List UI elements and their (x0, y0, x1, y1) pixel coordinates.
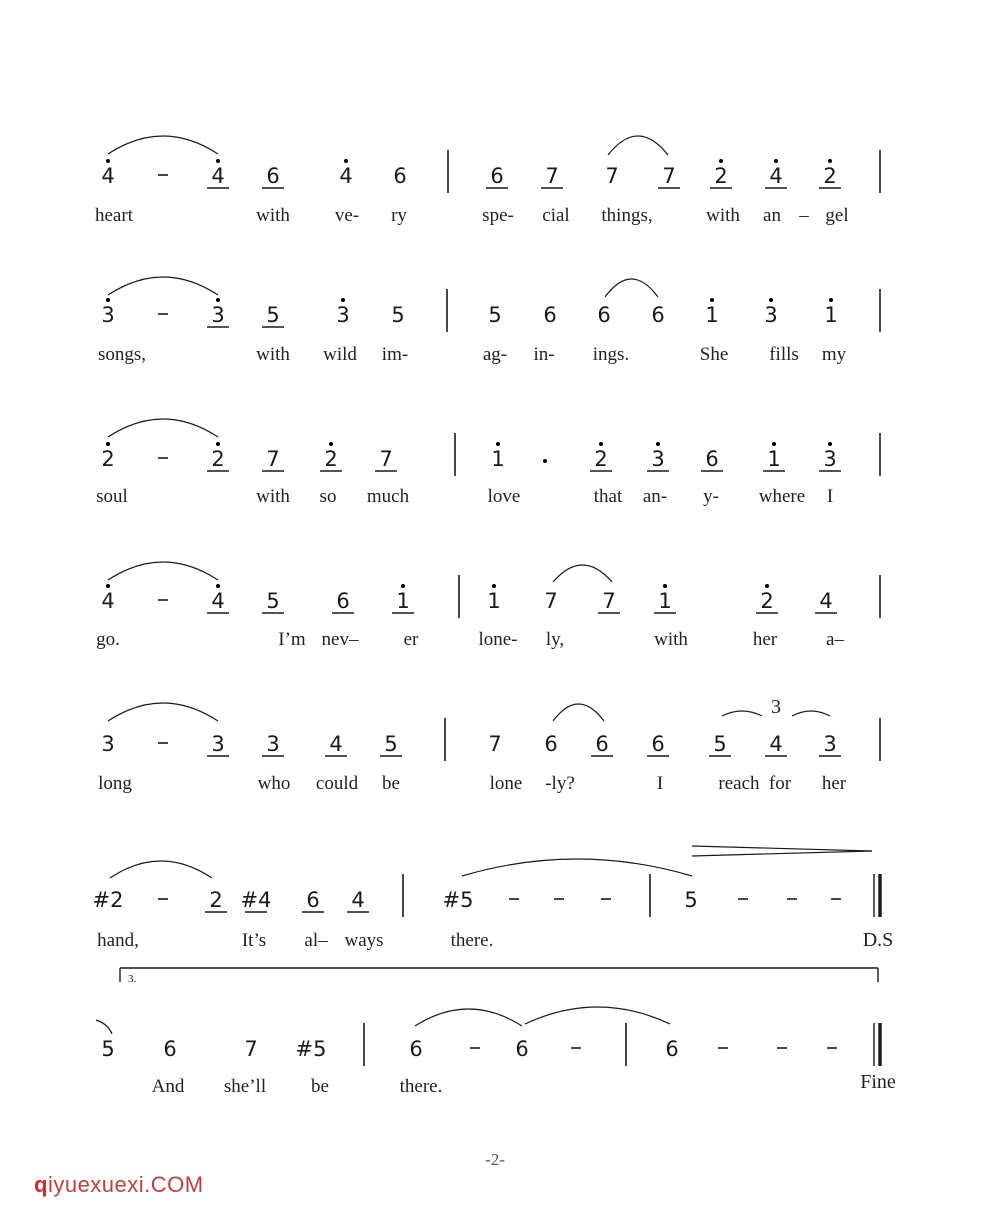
lyric-word: ry (391, 205, 407, 226)
note-digit: 4 (769, 732, 783, 756)
lyric-word: love (487, 486, 521, 507)
note-digit: 5 (266, 303, 280, 327)
note-digit: 3 (211, 303, 225, 327)
lyric-word: y- (703, 486, 719, 507)
note-digit: 3 (336, 303, 350, 327)
triplet-bracket-right (792, 711, 830, 716)
lyric-word: with (256, 486, 290, 507)
octave-dot (106, 584, 110, 588)
note-digit: 3 (823, 447, 837, 471)
note-digit: 4 (819, 589, 833, 613)
note-digit: 3 (823, 732, 837, 756)
note-digit: 6 (543, 303, 557, 327)
note-digit: 6 (409, 1037, 423, 1061)
note-digit: #2 (92, 888, 124, 912)
octave-dot (329, 442, 333, 446)
note-digit: 5 (101, 1037, 115, 1061)
octave-dot (656, 442, 660, 446)
octave-dot (599, 442, 603, 446)
note-digit: 1 (487, 589, 501, 613)
end-mark: D.S (862, 929, 894, 951)
lyric-word: lone- (478, 629, 518, 650)
lyric-word: songs, (97, 344, 147, 365)
lyric-word: be (382, 773, 400, 794)
note-digit: #4 (240, 888, 272, 912)
note-digit: 5 (684, 888, 698, 912)
note-digit: 7 (662, 164, 676, 188)
octave-dot (216, 584, 220, 588)
note-digit: 7 (379, 447, 393, 471)
note-digit: 6 (651, 303, 665, 327)
slur (462, 859, 692, 876)
note-digit: 2 (211, 447, 225, 471)
note-digit: 5 (713, 732, 727, 756)
note-digit: 2 (101, 447, 115, 471)
octave-dot (106, 159, 110, 163)
lyric-word: soul (96, 486, 128, 507)
note-digit: 1 (705, 303, 719, 327)
lyric-word: with (654, 629, 688, 650)
lyric-word: with (256, 205, 290, 226)
lyric-word: er (403, 629, 419, 650)
note-digit: 3 (101, 732, 115, 756)
note-digit: 6 (490, 164, 504, 188)
lyric-word: her (752, 629, 778, 650)
note-digit: 6 (266, 164, 280, 188)
lyric-word: I (826, 486, 834, 507)
octave-dot (774, 159, 778, 163)
octave-dot (216, 159, 220, 163)
lyric-word: who (257, 773, 291, 794)
note-digit: 2 (714, 164, 728, 188)
lyric-word: where (758, 486, 806, 507)
note-digit: 6 (651, 732, 665, 756)
note-digit: 5 (391, 303, 405, 327)
note-digit: 1 (824, 303, 838, 327)
site-watermark (34, 1172, 204, 1198)
page-number: -2- (485, 1150, 505, 1169)
octave-dot (829, 298, 833, 302)
octave-dot (401, 584, 405, 588)
octave-dot (216, 298, 220, 302)
slur (108, 562, 218, 580)
lyric-word: nev– (321, 629, 359, 650)
lyric-word: gel (825, 205, 849, 226)
note-digit: 4 (769, 164, 783, 188)
triplet-bracket-left (722, 711, 762, 716)
note-digit: 1 (491, 447, 505, 471)
note-digit: 6 (597, 303, 611, 327)
lyric-word: be (311, 1076, 329, 1097)
lyric-word: lone (489, 773, 523, 794)
slur (608, 136, 668, 155)
octave-dot (216, 442, 220, 446)
lyric-word: heart (95, 205, 133, 226)
lyric-word: a– (826, 629, 844, 650)
lyric-word: im- (381, 344, 409, 365)
slur (108, 703, 218, 721)
slur (110, 861, 212, 878)
note-digit: 1 (396, 589, 410, 613)
note-digit: 6 (336, 589, 350, 613)
note-digit: #5 (442, 888, 474, 912)
note-digit: 5 (488, 303, 502, 327)
hairpin-bottom (692, 851, 872, 856)
note-digit: 6 (595, 732, 609, 756)
note-digit: 1 (658, 589, 672, 613)
note-digit: 4 (351, 888, 365, 912)
octave-dot (341, 298, 345, 302)
lyric-word: al– (304, 930, 328, 951)
note-digit: 6 (705, 447, 719, 471)
octave-dot (492, 584, 496, 588)
lyric-word: ly, (545, 629, 565, 650)
note-digit: 2 (823, 164, 837, 188)
note-digit: 5 (384, 732, 398, 756)
octave-dot (772, 442, 776, 446)
lyric-word: -ly? (545, 773, 575, 794)
octave-dot (719, 159, 723, 163)
note-digit: 2 (209, 888, 223, 912)
octave-dot (344, 159, 348, 163)
lyric-word: with (256, 344, 290, 365)
lyric-word: And (151, 1076, 185, 1097)
note-digit: 4 (211, 589, 225, 613)
note-digit: 6 (306, 888, 320, 912)
watermark-q: q (34, 1172, 48, 1197)
note-digit: 6 (163, 1037, 177, 1061)
watermark-domain: iyuexuexi.COM (47, 1172, 204, 1197)
slur (553, 565, 612, 582)
note-digit: 4 (339, 164, 353, 188)
lyric-word: long (98, 773, 132, 794)
note-digit: 7 (544, 589, 558, 613)
octave-dot (663, 584, 667, 588)
octave-dot (106, 442, 110, 446)
lyric-word: She (699, 344, 729, 365)
lyric-word: ings. (592, 344, 630, 365)
lyric-word: – (799, 205, 809, 226)
note-digit: 2 (594, 447, 608, 471)
octave-dot (710, 298, 714, 302)
note-digit: 4 (211, 164, 225, 188)
slur (108, 419, 218, 437)
octave-dot (769, 298, 773, 302)
slur (108, 277, 218, 295)
lyric-word: It’s (241, 930, 267, 951)
octave-dot (828, 442, 832, 446)
note-digit: #5 (295, 1037, 327, 1061)
note-digit: 3 (764, 303, 778, 327)
lyric-word: an- (642, 486, 668, 507)
note-digit: 2 (324, 447, 338, 471)
end-mark: Fine (860, 1071, 896, 1093)
octave-dot (496, 442, 500, 446)
lyric-word: cial (542, 205, 570, 226)
note-digit: 7 (545, 164, 559, 188)
lyric-word: wild (323, 344, 357, 365)
lyric-word: ve- (334, 205, 360, 226)
lyric-word: fills (769, 344, 799, 365)
lyric-word: so (319, 486, 337, 507)
lyric-word: an (763, 205, 781, 226)
lyric-word: for (768, 773, 792, 794)
lyric-word: things, (601, 205, 653, 226)
note-digit: 3 (651, 447, 665, 471)
triplet-number: 3 (771, 696, 781, 718)
lyric-word: she’ll (223, 1076, 267, 1097)
slur (525, 1007, 670, 1024)
note-digit: 3 (266, 732, 280, 756)
lyric-word: in- (533, 344, 555, 365)
lyric-word: there. (399, 1076, 443, 1097)
octave-dot (106, 298, 110, 302)
dotted-rhythm (543, 459, 547, 463)
octave-dot (828, 159, 832, 163)
lyric-word: much (366, 486, 410, 507)
lyric-word: I (656, 773, 664, 794)
note-digit: 3 (101, 303, 115, 327)
slur (415, 1009, 522, 1026)
note-digit: 6 (544, 732, 558, 756)
note-digit: 3 (211, 732, 225, 756)
lyric-word: her (821, 773, 847, 794)
lyric-word: my (821, 344, 847, 365)
note-digit: 6 (665, 1037, 679, 1061)
lyric-word: ag- (482, 344, 508, 365)
lyric-word: there. (450, 930, 494, 951)
note-digit: 7 (266, 447, 280, 471)
slur (108, 136, 218, 154)
note-digit: 7 (244, 1037, 258, 1061)
note-digit: 4 (329, 732, 343, 756)
note-digit: 4 (101, 164, 115, 188)
note-digit: 5 (266, 589, 280, 613)
note-digit: 4 (101, 589, 115, 613)
lyric-word: that (593, 486, 623, 507)
note-digit: 2 (760, 589, 774, 613)
note-digit: 7 (605, 164, 619, 188)
note-digit: 6 (515, 1037, 529, 1061)
volta-number: 3. (128, 973, 137, 985)
note-digit: 7 (602, 589, 616, 613)
lyric-word: could (315, 773, 359, 794)
slur (605, 279, 658, 297)
slur (553, 704, 604, 721)
note-digit: 6 (393, 164, 407, 188)
octave-dot (765, 584, 769, 588)
lyric-word: hand, (97, 930, 139, 951)
lyric-word: go. (96, 629, 120, 650)
lyric-word: I’m (278, 629, 306, 650)
note-digit: 7 (488, 732, 502, 756)
lyric-word: spe- (482, 205, 514, 226)
note-digit: 1 (767, 447, 781, 471)
lyric-word: with (706, 205, 740, 226)
hairpin-top (692, 846, 872, 851)
lyric-word: ways (344, 930, 384, 951)
lyric-word: reach (718, 773, 760, 794)
tie-in (96, 1020, 112, 1034)
